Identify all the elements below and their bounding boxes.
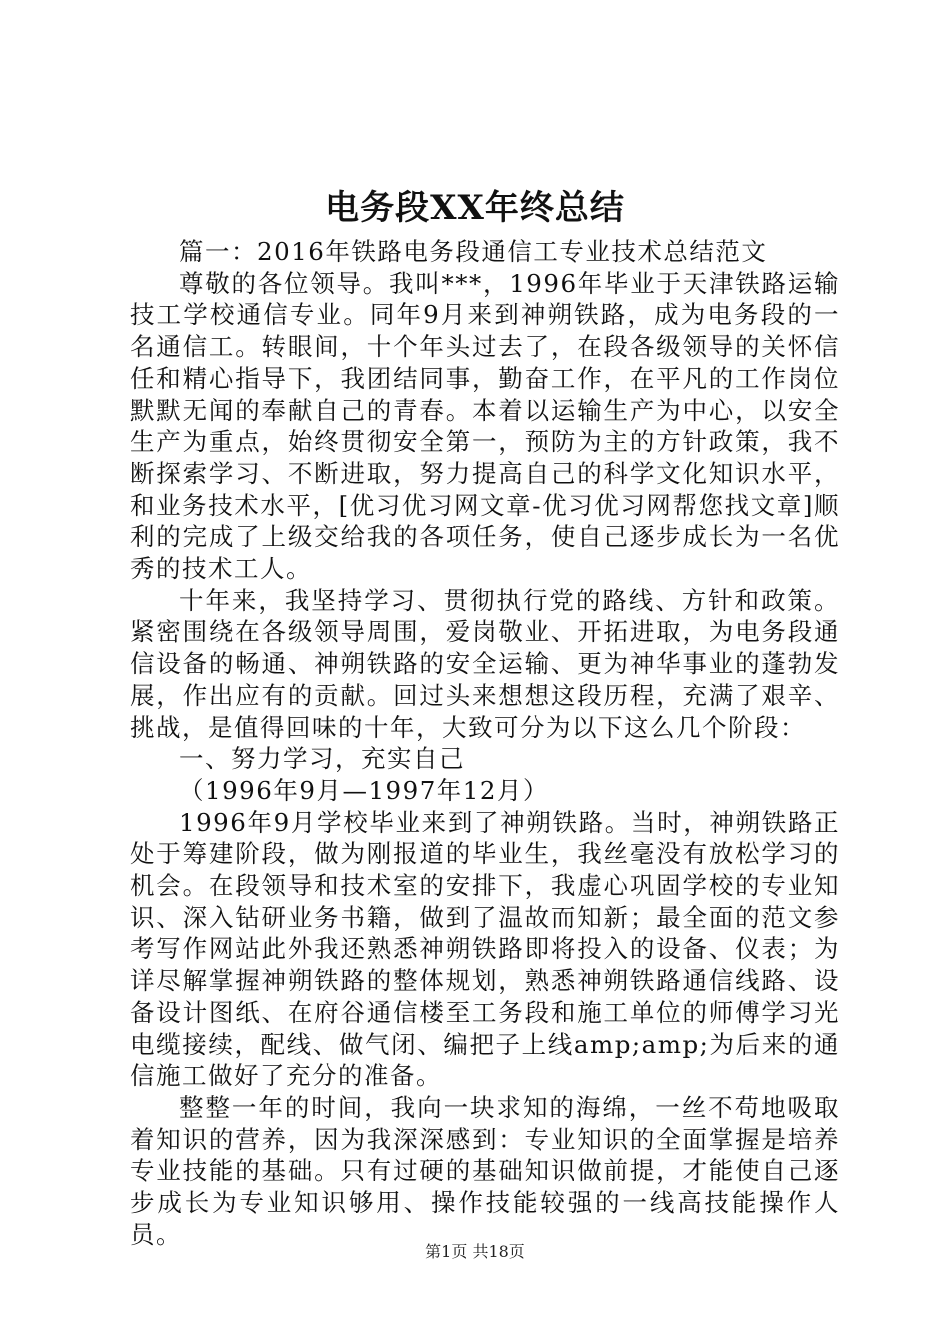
- paragraph: 十年来，我坚持学习、贯彻执行党的路线、方针和政策。紧密围绕在各级领导周围，爱岗敬业、开拓进取，为电务段通信设备的畅通、神朔铁路的安全运输、更为神华事业的蓬勃发展，作出应有的贡献。回过头来想想这段历程，充满了艰辛、挑战，是值得回味的十年，大致可分为以下这么几个阶段：: [130, 585, 840, 742]
- paragraph: 整整一年的时间，我向一块求知的海绵，一丝不苟地吸取着知识的营养，因为我深深感到：专业知识的全面掌握是培养专业技能的基础。只有过硬的基础知识做前提，才能使自己逐步成长为专业知识够用、操作技能较强的一线高技能操作人员。: [130, 1092, 840, 1249]
- paragraph: 1996年9月学校毕业来到了神朔铁路。当时，神朔铁路正处于筹建阶段，做为刚报道的毕业生，我丝毫没有放松学习的机会。在段领导和技术室的安排下，我虚心巩固学校的专业知识、深入钻研业务书籍，做到了温故而知新；最全面的范文参考写作网站此外我还熟悉神朔铁路即将投入的设备、仪表；为详尽解掌握神朔铁路的整体规划，熟悉神朔铁路通信线路、设备设计图纸、在府谷通信楼至工务段和施工单位的师傅学习光电缆接续，配线、做气闭、编把子上线amp;amp;为后来的通信施工做好了充分的准备。: [130, 807, 840, 1091]
- page-footer: 第1页 共18页: [425, 1242, 525, 1261]
- section-heading: 一、努力学习，充实自己: [179, 744, 465, 774]
- section-subtitle: 篇一：2016年铁路电务段通信工专业技术总结范文: [179, 237, 768, 266]
- paragraph: 尊敬的各位领导。我叫***，1996年毕业于天津铁路运输技工学校通信专业。同年9月来到神朔铁路，成为电务段的一名通信工。转眼间，十个年头过去了，在段各级领导的关怀信任和精心指导下，我团结同事，勤奋工作，在平凡的工作岗位默默无闻的奉献自己的青春。本着以运输生产为中心，以安全生产为重点，始终贯彻安全第一，预防为主的方针政策，我不断探索学习、不断进取，努力提高自己的科学文化知识水平，和业务技术水平，[优习优习网文章-优习优习网帮您找文章]顺利的完成了上级交给我的各项任务，使自己逐步成长为一名优秀的技术工人。: [130, 268, 840, 584]
- document-title: 电务段XX年终总结: [325, 188, 625, 228]
- document-body: [130, 236, 840, 1251]
- section-date-range: （1996年9月—1997年12月）: [179, 775, 549, 805]
